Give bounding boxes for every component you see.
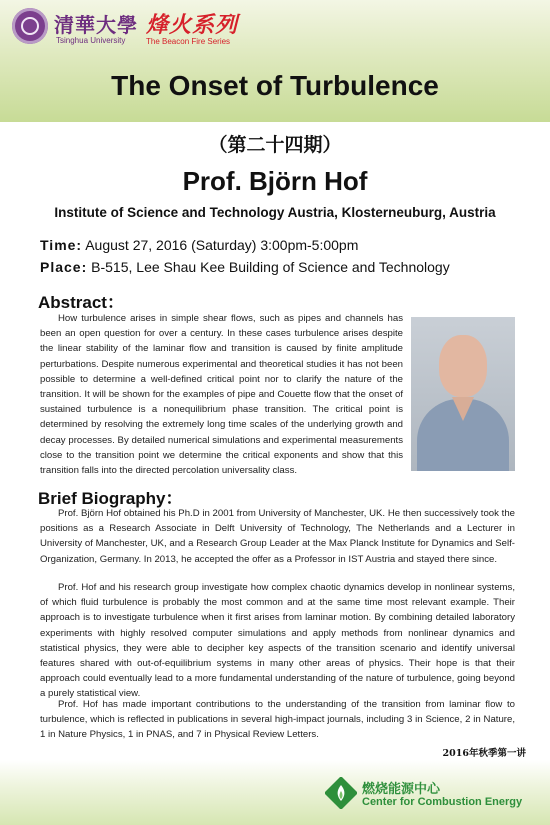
center-name-cn: 燃烧能源中心 xyxy=(362,781,441,796)
center-name-en: Center for Combustion Energy xyxy=(362,796,523,808)
speaker-photo xyxy=(411,317,515,471)
biography-paragraph-1: Prof. Björn Hof obtained his Ph.D in 2001 from University of Manchester, UK. He then successively took the positions as a Research Associate in Delft University of Technology, The Netherlands and a Lecturer in University of Manchester, UK, and a Research Group Leader at the Max Planck Institute for Dynamics and Self-Organization, Germany. In 2013, he accepted the offer as a Professor in IST Austria and stayed there since. xyxy=(40,508,515,565)
tsinghua-seal-logo xyxy=(12,8,48,44)
speaker-name: Prof. Björn Hof xyxy=(182,166,368,196)
time-label: Time: xyxy=(40,237,83,253)
place-line xyxy=(40,259,450,275)
talk-title: The Onset of Turbulence xyxy=(111,70,439,101)
university-name-en: Tsinghua University xyxy=(56,36,126,45)
lecture-series-note: 2016年秋季第一讲 xyxy=(442,748,526,759)
footer-band xyxy=(0,760,550,825)
series-name-cn: 烽火系列 xyxy=(146,12,239,37)
university-name-cn: 清華大學 xyxy=(54,13,138,37)
time-line xyxy=(40,237,358,253)
biography-paragraph-3: Prof. Hof has made important contributions to the understanding of the transition from laminar flow to turbulence, which is reflected in publications in several high-impact journals, including 3 in Science, 2 in Nature, 1 in Nature Physics, 1 in PNAS, and 7 in Physical Review Letters. xyxy=(40,699,515,741)
speaker-affiliation: Institute of Science and Technology Austria, Klosterneuburg, Austria xyxy=(54,205,496,220)
issue-number: （第二十四期） xyxy=(208,134,342,156)
place-value: B-515, Lee Shau Kee Building of Science and Technology xyxy=(91,259,450,275)
place-label: Place: xyxy=(40,259,88,275)
biography-heading: Brief Biography： xyxy=(38,489,183,508)
combustion-center-logo xyxy=(325,777,357,809)
biography-paragraph-2: Prof. Hof and his research group investigate how complex chaotic dynamics develop in nonlinear systems, of which fluid turbulence is probably the most common and at the same time most relevant example. Their approach is to investigate turbulence when it first arises from laminar motion. By combining detailed laboratory experiments with highly resolved computer simulations and apply methods from nonlinear dynamics and statistical physics, they were able to decipher key aspects of the transition scenario and identify universal features shared with out-of-equilibrium systems in many other areas of physics. Their hope is that their approach could eventually lead to a more fundamental understanding of the nature of turbulence, going beyond a purely statistical view. xyxy=(40,582,515,700)
photo-face xyxy=(439,335,487,397)
abstract-text: How turbulence arises in simple shear flows, such as pipes and channels has been an open question for over a century. In these cases turbulence arises despite the linear stability of the laminar flow and transition is caused by finite amplitude perturbations. Despite numerous experimental and theoretical studies it has not been possible to determine a well-defined critical point nor to clarify the nature of the transition. It will be shown for the examples of pipe and Couette flow that the onset of sustained turbulence is a nonequilibrium phase transition. The critical point is determined by resolving the extremely long time scales of the underlying growth and decay processes. By detailed numerical simulations and experimental measurements close to the transition point we determine the critical exponents and show that this transition falls into the directed percolation universality class. xyxy=(40,313,403,477)
time-value: August 27, 2016 (Saturday) 3:00pm-5:00pm xyxy=(85,237,359,253)
abstract-heading: Abstract： xyxy=(38,293,124,312)
series-name-en: The Beacon Fire Series xyxy=(146,37,231,46)
